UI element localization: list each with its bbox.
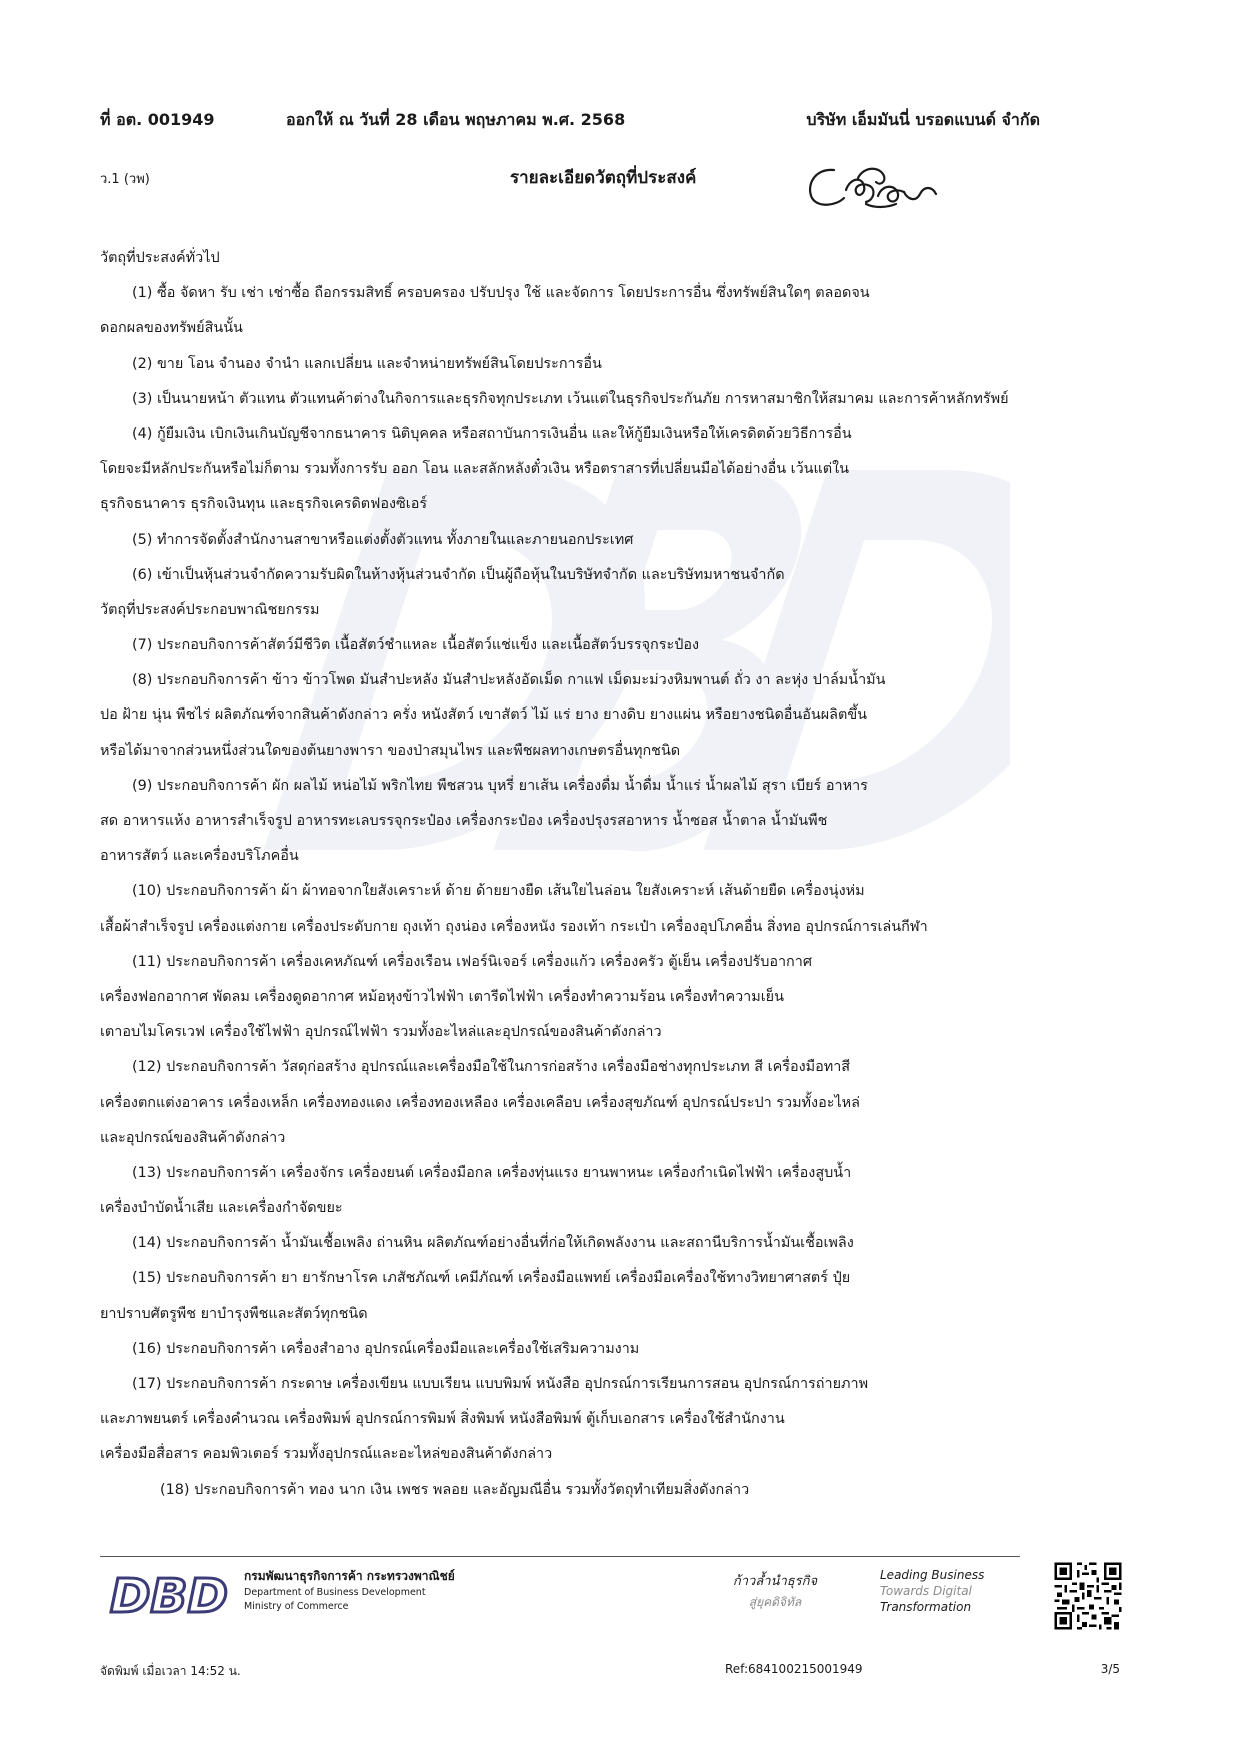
english-slogan-line-1: Leading Business [880,1568,985,1582]
objective-line: และอุปกรณ์ของสินค้าดังกล่าว [100,1129,286,1146]
registration-number: ที่ อต. 001949 [100,110,215,129]
objective-line: อาหารสัตว์ และเครื่องบริโภคอื่น [100,848,299,865]
objective-line: (15) ประกอบกิจการค้า ยา ยารักษาโรค เภสัชภัณฑ์ เคมีภัณฑ์ เครื่องมือแพทย์ เครื่องมือเครื่องใช้ทางวิทยาศาสตร์ ปุ๋ย [132,1270,851,1287]
thai-slogan [720,1572,830,1612]
objective-line: โดยจะมีหลักประกันหรือไม่ก็ตาม รวมทั้งการรับ ออก โอน และสลักหลังตั๋วเงิน หรือตราสารที่เปลี่ยนมือได้อย่างอื่น เว้นแต่ใน [100,461,849,478]
english-slogan-line-3: Transformation [880,1600,972,1614]
footer-divider [100,1556,1020,1557]
qr-code-icon [1052,1560,1124,1632]
objective-line: ปอ ฝ้าย นุ่น พืชไร่ ผลิตภัณฑ์จากสินค้าดังกล่าว ครั่ง หนังสัตว์ เขาสัตว์ ไม้ แร่ ยาง ยางดิบ ยางแผ่น หรือยางชนิดอื่นอันผลิตขึ้น [100,707,868,724]
thai-slogan-line-1: ก้าวล้ำนำธุรกิจ [732,1574,818,1589]
handwritten-signature [800,156,960,214]
objective-line: (4) กู้ยืมเงิน เบิกเงินเกินบัญชีจากธนาคาร นิติบุคคล หรือสถาบันการเงินอื่น และให้กู้ยืมเงินหรือให้เครดิตด้วยวิธีการอื่น [132,425,852,442]
objective-line: (7) ประกอบกิจการค้าสัตว์มีชีวิต เนื้อสัตว์ชำแหละ เนื้อสัตว์แช่แข็ง และเนื้อสัตว์บรรจุกระป๋อง [132,637,700,654]
objective-line: เสื้อผ้าสำเร็จรูป เครื่องแต่งกาย เครื่องประดับกาย ถุงเท้า ถุงน่อง เครื่องหนัง รองเท้า กระเป๋า เครื่องอุปโภคอื่น สิ่งทอ อุปกรณ์การเล่นกีฬา [100,918,928,935]
print-timestamp: จัดพิมพ์ เมื่อเวลา 14:52 น. [100,1664,241,1678]
objective-line: (14) ประกอบกิจการค้า น้ำมันเชื้อเพลิง ถ่านหิน ผลิตภัณฑ์อย่างอื่นที่ก่อให้เกิดพลังงาน และสถานีบริการน้ำมันเชื้อเพลิง [132,1235,854,1252]
department-english: Department of Business Development [244,1587,426,1598]
issue-date: ออกให้ ณ วันที่ 28 เดือน พฤษภาคม พ.ศ. 2568 [286,110,626,129]
objective-line: เครื่องมือสื่อสาร คอมพิวเตอร์ รวมทั้งอุปกรณ์และอะไหล่ของสินค้าดังกล่าว [100,1446,553,1463]
objective-line: (8) ประกอบกิจการค้า ข้าว ข้าวโพด มันสำปะหลัง มันสำปะหลังอัดเม็ด กาแฟ เม็ดมะม่วงหิมพานต์ ถั่ว งา ละหุ่ง ปาล์มน้ำมัน [132,672,886,689]
page-number: 3/5 [1100,1662,1120,1676]
objective-line: และภาพยนตร์ เครื่องคำนวณ เครื่องพิมพ์ อุปกรณ์การพิมพ์ สิ่งพิมพ์ หนังสือพิมพ์ ตู้เก็บเอกสาร เครื่องใช้สำนักงาน [100,1411,785,1428]
english-slogan [880,1567,1030,1615]
department-thai: กรมพัฒนาธุรกิจการค้า กระทรวงพาณิชย์ [244,1569,455,1583]
objective-line: เครื่องฟอกอากาศ พัดลม เครื่องดูดอากาศ หม้อหุงข้าวไฟฟ้า เตารีดไฟฟ้า เครื่องทำความร้อน เครื่องทำความเย็น [100,988,784,1005]
objective-line: ยาปราบศัตรูพืช ยาบำรุงพืชและสัตว์ทุกชนิด [100,1305,368,1322]
objective-line: (18) ประกอบกิจการค้า ทอง นาก เงิน เพชร พลอย และอัญมณีอื่น รวมทั้งวัตถุทำเทียมสิ่งดังกล่าว [160,1481,750,1498]
form-code: ว.1 (วพ) [100,172,150,187]
objective-line: (2) ขาย โอน จำนอง จำนำ แลกเปลี่ยน และจำหน่ายทรัพย์สินโดยประการอื่น [132,355,602,372]
objective-line: ธุรกิจธนาคาร ธุรกิจเงินทุน และธุรกิจเครดิตฟองซิเอร์ [100,496,428,513]
section-heading: วัตถุที่ประสงค์ทั่วไป [100,250,220,266]
objective-line: เครื่องตกแต่งอาคาร เครื่องเหล็ก เครื่องทองแดง เครื่องทองเหลือง เครื่องเคลือบ เครื่องสุขภัณฑ์ อุปกรณ์ประปา รวมทั้งอะไหล่ [100,1094,860,1111]
objective-line: (1) ซื้อ จัดหา รับ เช่า เช่าซื้อ ถือกรรมสิทธิ์ ครอบครอง ปรับปรุง ใช้ และจัดการ โดยประการอื่น ซึ่งทรัพย์สินใดๆ ตลอดจน [132,285,870,302]
document-header [100,108,1040,138]
objectives-body [100,241,1060,1508]
objective-line: (10) ประกอบกิจการค้า ผ้า ผ้าทอจากใยสังเคราะห์ ด้าย ด้ายยางยืด เส้นใยไนล่อน ใยสังเคราะห์ เส้นด้ายยืด เครื่องนุ่งห่ม [132,883,865,900]
objective-line: (5) ทำการจัดตั้งสำนักงานสาขาหรือแต่งตั้งตัวแทน ทั้งภายในและภายนอกประเทศ [132,531,634,548]
objective-line: ดอกผลของทรัพย์สินนั้น [100,320,243,337]
reference-number: Ref:684100215001949 [725,1662,863,1676]
objective-line: (3) เป็นนายหน้า ตัวแทน ตัวแทนค้าต่างในกิจการและธุรกิจทุกประเภท เว้นแต่ในธุรกิจประกันภัย การหาสมาชิกให้สมาคม และการค้าหลักทรัพย์ [132,390,1009,407]
dbd-logo-text: DBD [110,1569,228,1622]
objective-line: สด อาหารแห้ง อาหารสำเร็จรูป อาหารทะเลบรรจุกระป๋อง เครื่องกระป๋อง เครื่องปรุงรสอาหาร น้ำซอส น้ำตาล น้ำมันพืช [100,813,828,829]
department-block [244,1567,455,1614]
objective-line: เครื่องบำบัดน้ำเสีย และเครื่องกำจัดขยะ [100,1200,343,1217]
dbd-logo [108,1566,233,1622]
objective-line: เตาอบไมโครเวฟ เครื่องใช้ไฟฟ้า อุปกรณ์ไฟฟ้า รวมทั้งอะไหล่และอุปกรณ์ของสินค้าดังกล่าว [100,1024,662,1041]
objective-line: (12) ประกอบกิจการค้า วัสดุก่อสร้าง อุปกรณ์และเครื่องมือใช้ในการก่อสร้าง เครื่องมือช่างทุกประเภท สี เครื่องมือทาสี [132,1059,851,1076]
objective-line: (17) ประกอบกิจการค้า กระดาษ เครื่องเขียน แบบเรียน แบบพิมพ์ หนังสือ อุปกรณ์การเรียนการสอน อุปกรณ์การถ่ายภาพ [132,1376,869,1392]
section-heading: วัตถุที่ประสงค์ประกอบพาณิชยกรรม [100,601,320,618]
english-slogan-line-2: Towards Digital [880,1584,972,1598]
thai-slogan-line-2: สู่ยุคดิจิทัล [748,1595,802,1609]
objective-line: (13) ประกอบกิจการค้า เครื่องจักร เครื่องยนต์ เครื่องมือกล เครื่องทุ่นแรง ยานพาหนะ เครื่องกำเนิดไฟฟ้า เครื่องสูบน้ำ [132,1164,852,1181]
page-title: รายละเอียดวัตถุที่ประสงค์ [510,168,697,188]
objective-line: (6) เข้าเป็นหุ้นส่วนจำกัดความรับผิดในห้างหุ้นส่วนจำกัด เป็นผู้ถือหุ้นในบริษัทจำกัด และบริษัทมหาชนจำกัด [132,566,785,583]
objective-line: หรือได้มาจากส่วนหนึ่งส่วนใดของต้นยางพารา ของป่าสมุนไพร และพืชผลทางเกษตรอื่นทุกชนิด [100,742,681,759]
objective-line: (16) ประกอบกิจการค้า เครื่องสำอาง อุปกรณ์เครื่องมือและเครื่องใช้เสริมความงาม [132,1340,640,1357]
objective-line: (9) ประกอบกิจการค้า ผัก ผลไม้ หน่อไม้ พริกไทย พืชสวน บุหรี่ ยาเส้น เครื่องดื่ม น้ำดื่ม น้ำแร่ น้ำผลไม้ สุรา เบียร์ อาหาร [132,777,868,794]
ministry-english: Ministry of Commerce [244,1601,349,1612]
document-subheader [100,164,1040,194]
company-name: บริษัท เอ็มมันนี่ บรอดแบนด์ จำกัด [806,110,1040,129]
objective-line: (11) ประกอบกิจการค้า เครื่องเคหภัณฑ์ เครื่องเรือน เฟอร์นิเจอร์ เครื่องแก้ว เครื่องครัว ตู้เย็น เครื่องปรับอากาศ [132,953,812,970]
